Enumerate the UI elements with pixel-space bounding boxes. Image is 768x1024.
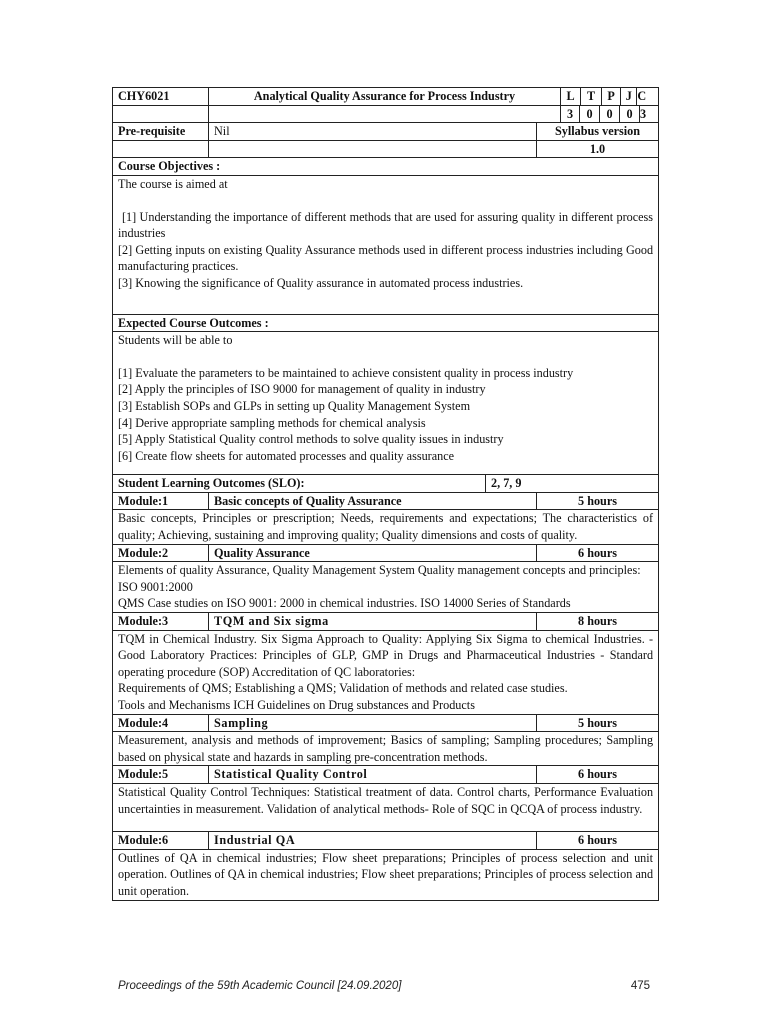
prerequisite-label: Pre-requisite (113, 123, 209, 141)
outcomes-body (113, 332, 659, 475)
module-body: Measurement, analysis and methods of improvement; Basics of sampling; Sampling procedures; Sampling based on physical state and hazards in sampling pre-concentration methods. (113, 732, 659, 766)
module-number: Module:5 (113, 766, 209, 784)
ltpjc-label-c: C (637, 89, 647, 103)
objective-item: [3] Knowing the significance of Quality assurance in automated process industries. (118, 275, 524, 290)
module-number: Module:2 (113, 544, 209, 562)
module-body: Outlines of QA in chemical industries; Flow sheet preparations; Principles of process selection and unit operation. Outlines of QA in chemical industries; Flow sheet preparations; Principles of process selection and unit operation. (113, 849, 659, 900)
module-body (113, 630, 659, 714)
outcome-item: [5] Apply Statistical Quality control methods to solve quality issues in industry (118, 432, 504, 447)
module-title: Basic concepts of Quality Assurance (209, 492, 537, 510)
module-paragraph: QMS Case studies on ISO 9001: 2000 in chemical industries. ISO 14000 Series of Standards (118, 596, 571, 611)
ltpjc-value-j: 0 (620, 106, 640, 123)
ltpjc-value-t: 0 (580, 106, 600, 123)
module-number: Module:3 (113, 613, 209, 631)
module-hours: 6 hours (537, 766, 659, 784)
module-title: Industrial QA (209, 832, 537, 850)
ltpjc-value-p: 0 (600, 106, 620, 123)
module-title: TQM and Six sigma (209, 613, 537, 631)
module-number: Module:4 (113, 714, 209, 732)
module-title: Sampling (209, 714, 537, 732)
course-code: CHY6021 (113, 88, 209, 106)
outcomes-intro: Students will be able to (118, 333, 233, 348)
module-header-5 (113, 766, 659, 784)
ltpjc-grid (561, 88, 658, 105)
objectives-body (113, 175, 659, 314)
module-body: Basic concepts, Principles or prescription; Needs, requirements and expectations; The characteristics of quality; Achieving, sustaining and improving quality; Quality dimensions and costs of quality. (113, 510, 659, 544)
module-paragraph: Tools and Mechanisms ICH Guidelines on Drug substances and Products (118, 698, 475, 712)
syllabus-version-value: 1.0 (537, 140, 659, 158)
ltpjc-value-c: 3 (639, 106, 647, 121)
ltpjc-label-j: J (621, 88, 637, 105)
slo-label: Student Learning Outcomes (SLO): (113, 475, 486, 493)
objective-item: [1] Understanding the importance of different methods that are used for assuring quality in different process industries (118, 209, 654, 241)
module-header-6 (113, 832, 659, 850)
outcomes-heading: Expected Course Outcomes : (113, 314, 659, 332)
syllabus-version-row (113, 140, 659, 158)
objectives-heading: Course Objectives : (113, 158, 659, 176)
objectives-intro: The course is aimed at (118, 176, 228, 191)
slo-value: 2, 7, 9 (486, 475, 659, 493)
outcome-item: [6] Create flow sheets for automated processes and quality assurance (118, 448, 455, 463)
module-number: Module:6 (113, 832, 209, 850)
module-header-1 (113, 492, 659, 510)
module-paragraph: Statistical Quality Control Techniques: Statistical treatment of data. Control charts, Performance Evaluation uncertainties in measurement. Validation of analytical methods- Role of SQC in QCQA of process industry. (118, 784, 654, 816)
ltpjc-label-l: L (561, 88, 581, 105)
ltpjc-label-t: T (581, 88, 602, 105)
module-title: Quality Assurance (209, 544, 537, 562)
ltpjc-value-l: 3 (561, 106, 580, 123)
syllabus-document (112, 87, 658, 901)
module-header-3 (113, 613, 659, 631)
outcome-item: [1] Evaluate the parameters to be maintained to achieve consistent quality in process industry (118, 365, 574, 380)
outcome-item: [3] Establish SOPs and GLPs in setting up Quality Management System (118, 398, 471, 413)
module-body (113, 783, 659, 831)
course-title: Analytical Quality Assurance for Process Industry (209, 88, 561, 106)
module-header-2 (113, 544, 659, 562)
module-paragraph: Elements of quality Assurance, Quality Management System Quality management concepts and principles: ISO 9001:2000 (118, 563, 641, 594)
module-hours: 5 hours (537, 492, 659, 510)
module-hours: 6 hours (537, 832, 659, 850)
prerequisite-row (113, 123, 659, 141)
ltpjc-values-grid (561, 106, 658, 123)
objective-item: [2] Getting inputs on existing Quality Assurance methods used in different process industries including Good manufacturing practices. (118, 242, 654, 274)
module-number: Module:1 (113, 492, 209, 510)
course-header-row (113, 88, 659, 106)
module-body (113, 562, 659, 613)
syllabus-table (112, 87, 659, 901)
ltpjc-values-row (113, 105, 659, 123)
module-header-4 (113, 714, 659, 732)
outcome-item: [4] Derive appropriate sampling methods for chemical analysis (118, 415, 426, 430)
module-title: Statistical Quality Control (209, 766, 537, 784)
outcome-item: [2] Apply the principles of ISO 9000 for management of quality in industry (118, 382, 486, 397)
module-hours: 8 hours (537, 613, 659, 631)
module-paragraph: Requirements of QMS; Establishing a QMS; Validation of methods and related case studies. (118, 681, 568, 696)
syllabus-version-label: Syllabus version (537, 123, 659, 141)
footer-text: Proceedings of the 59th Academic Council [24.09.2020] (118, 980, 402, 992)
slo-row (113, 475, 659, 493)
page-number: 475 (630, 980, 650, 992)
ltpjc-label-p: P (601, 88, 620, 105)
prerequisite-value: Nil (209, 123, 537, 141)
page-footer (118, 980, 650, 992)
module-hours: 6 hours (537, 544, 659, 562)
module-paragraph: TQM in Chemical Industry. Six Sigma Approach to Quality: Applying Six Sigma to chemical Industries. - Good Laboratory Practices: Principles of GLP, GMP in Drugs and Pharmaceutical Industries - Standard operating procedure (SOP) Accreditation of QC laboratories: (118, 631, 654, 679)
module-hours: 5 hours (537, 714, 659, 732)
